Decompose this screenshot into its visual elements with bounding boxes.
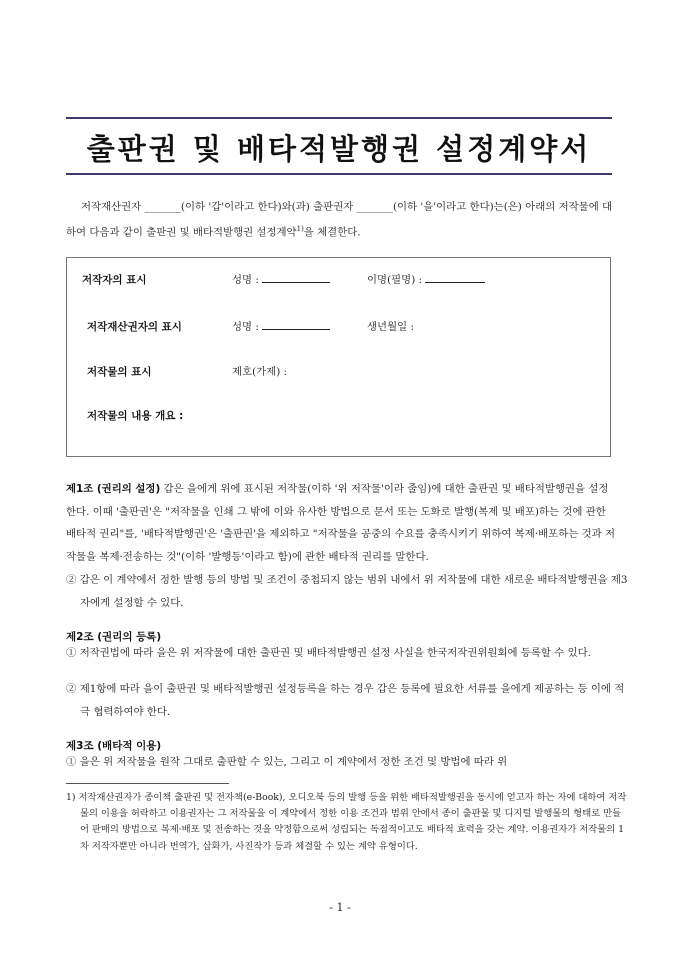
pen-name-field: 이명(필명) : <box>367 271 485 286</box>
rights-holder-name-field: 성명 : <box>232 318 330 333</box>
footnote-divider <box>66 783 229 784</box>
work-title-field: 제호(가제) : <box>232 366 288 378</box>
document-title: 출판권 및 배타적발행권 설정계약서 <box>86 132 592 166</box>
footnote-text: 1) 저작재산권자가 종이책 출판권 및 전자책(e-Book), 오디오북 등의 발행 등을 위한 배타적발행권을 동시에 얻고자 하는 자에 대하여 저작물의 이용을 허락하고 이용권자는 그 저작물을 이 계약에서 정한 이용 조건과 범위 안에서 종이 출판물 및 디지털 발행물의 형태로 만들어 판매의 방법으로 복제·배포 및 전송하는 것을 약정함으로써 성립되는 독점적이고도 배타적 효력을 갖는 계약. 이용권자가 저작물의 1차 저작자뿐만 아니라 번역가, 삽화가, 사진작가 등과 체결할 수 있는 계약 유형이다. <box>66 792 627 852</box>
rights-holder-name-input[interactable] <box>262 318 330 330</box>
article3-heading: 제3조 (배타적 이용) <box>66 740 162 752</box>
blank-gap: _______ <box>144 201 181 213</box>
article1-heading: 제1조 (권리의 설정) <box>66 483 161 495</box>
rights-holder-label: 저작재산권자의 표시 <box>87 321 182 333</box>
title-bottom-rule <box>66 173 612 175</box>
birth-date-field: 생년월일 : <box>367 321 414 333</box>
author-name-input[interactable] <box>262 271 330 283</box>
author-label: 저작자의 표시 <box>82 274 147 286</box>
article3-para1: ① 을은 위 저작물을 원작 그대로 출판할 수 있는, 그리고 이 계약에서 정한 조건 및 방법에 따라 위 <box>66 756 508 768</box>
author-name-field: 성명 : <box>232 271 330 286</box>
work-label: 저작물의 표시 <box>87 366 152 378</box>
title-top-rule <box>66 117 612 119</box>
article2-para1: ① 저작권법에 따라 을은 위 저작물에 대한 출판권 및 배타적발행권 설정 사실을 한국저작권위원회에 등록할 수 있다. <box>66 647 591 659</box>
summary-label: 저작물의 내용 개요 : <box>87 410 184 422</box>
page-number: - 1 - <box>329 901 351 914</box>
article2-para2: ② 제1항에 따라 을이 출판권 및 배타적발행권 설정등록을 하는 경우 갑은 등록에 필요한 서류를 을에게 제공하는 등 이에 적극 협력하여야 한다. <box>66 683 625 718</box>
article1-para2: ② 갑은 이 계약에서 정한 발행 등의 방법 및 조건이 중첩되지 않는 범위 내에서 위 저작물에 대한 새로운 배타적발행권을 제3자에게 설정할 수 있다. <box>66 574 628 609</box>
footnote-ref[interactable]: 1) <box>296 225 304 233</box>
article2-heading: 제2조 (권리의 등록) <box>66 631 162 643</box>
blank-eul: _______ <box>356 201 393 213</box>
pen-name-input[interactable] <box>425 271 485 283</box>
intro-paragraph: 저작재산권자 _______(이하 '갑'이라고 한다)와(과) 출판권자 _______(이하 '을'이라고 한다)는(은) 아래의 저작물에 대하여 다음과 같이 출판권 및 배타적발행권 설정계약$^{1)}$을 체결한다. <box>66 201 613 239</box>
work-info-box <box>66 257 611 457</box>
article1-para1: 제1조 (권리의 설정) 갑은 을에게 위에 표시된 저작물(이하 '위 저작물'이라 줄임)에 대한 출판권 및 배타적발행권을 설정한다. 이때 '출판권'은 "저작물을 인쇄 그 밖에 이와 유사한 방법으로 문서 또는 도화로 발행(복제 및 배포)하는 것에 관한 배타적 권리"를, '배타적발행권'은 '출판권'을 제외하고 "저작물을 공중의 수요를 충족시키기 위하여 복제·배포하는 것과 저작물을 복제·전송하는 것"(이하 '발행등'이라고 함)에 관한 배타적 권리를 말한다. <box>66 483 616 563</box>
